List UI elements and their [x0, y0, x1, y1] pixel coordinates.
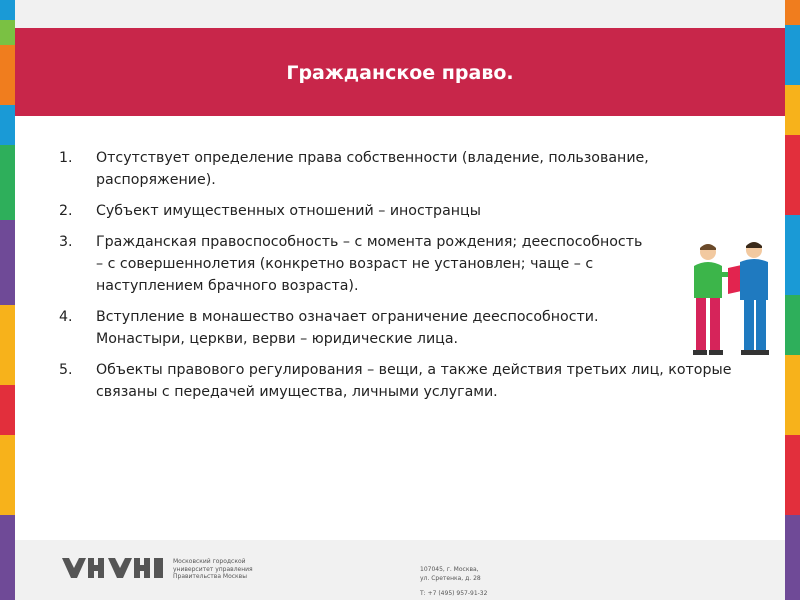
slide — [15, 0, 785, 600]
list-item-number: 1. — [59, 150, 73, 166]
left-color-stripes — [0, 0, 15, 600]
two-people-illustration — [680, 238, 780, 358]
university-logo — [60, 556, 165, 580]
list-item-number: 4. — [59, 309, 73, 325]
list-item — [59, 306, 759, 350]
list-item-text: Объекты правового регулирования – вещи, а также действия третьих лиц, которые связаны с передачей имущества, личными услугами. — [96, 362, 732, 400]
numbered-list — [59, 147, 759, 412]
list-item — [59, 231, 759, 297]
list-item-text: Субъект имущественных отношений – иностранцы — [96, 203, 481, 219]
list-item-text: Отсутствует определение права собственности (владение, пользование, распоряжение). — [96, 150, 649, 188]
right-color-stripes — [785, 0, 800, 600]
organization-name: Московский городской университет управления Правительства Москвы — [173, 558, 253, 580]
list-item-text: Вступление в монашество означает ограничение дееспособности. Монастыри, церкви, верви – юридические лица. — [96, 309, 599, 347]
footer — [15, 540, 785, 600]
slide-title: Гражданское право. — [286, 62, 514, 84]
list-item — [59, 359, 759, 403]
list-item-number: 2. — [59, 203, 73, 219]
address-block: 107045, г. Москва, ул. Сретенка, д. 28 Т: +7 (495) 957-91-32 — [420, 566, 488, 597]
list-item — [59, 147, 759, 191]
list-item-text: Гражданская правоспособность – с момента рождения; дееспособность – с совершеннолетия (конкретно возраст не установлен; чаще – с наступлением брачного возраста). — [96, 234, 643, 294]
list-item-number: 3. — [59, 234, 73, 250]
list-item-number: 5. — [59, 362, 73, 378]
title-banner — [15, 28, 785, 116]
list-item — [59, 200, 759, 222]
slide-content — [15, 116, 785, 540]
